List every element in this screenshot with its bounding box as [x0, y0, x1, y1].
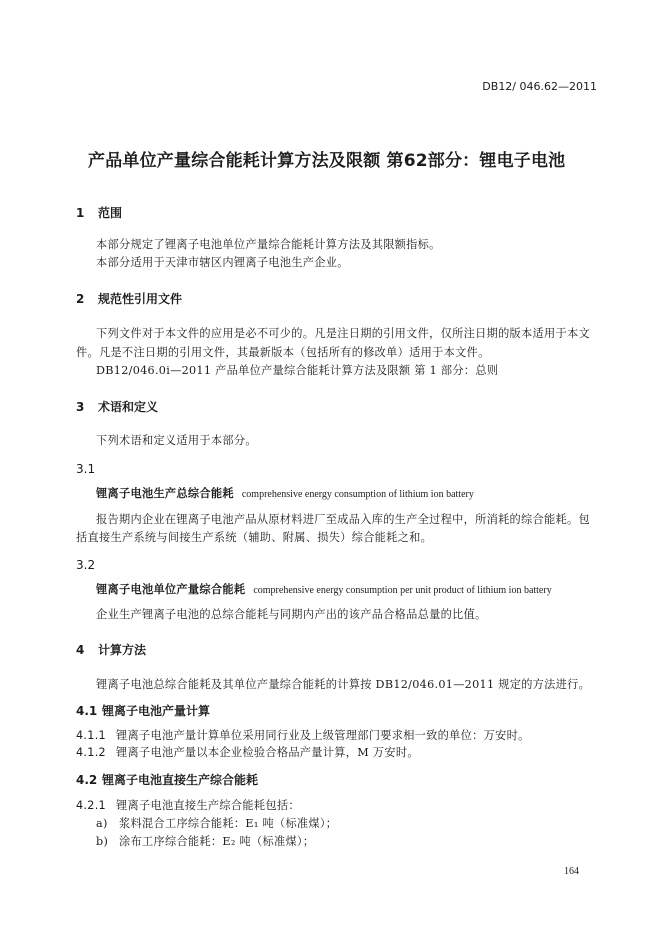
subsection-4-2-heading	[76, 771, 258, 788]
subsection-4-1-heading	[76, 702, 210, 719]
section-number: 4.2	[76, 773, 98, 787]
clause-number: 4.1.2	[76, 746, 106, 759]
definition: 报告期内企业在锂离子电池产品从原材料进厂至成品入库的生产全过程中，所消耗的综合能耗。包	[96, 513, 590, 526]
section-number: 2	[76, 292, 85, 306]
definition: 企业生产锂离子电池的总综合能耗与同期内产出的该产品合格品总量的比值。	[96, 608, 487, 621]
term-cn: 锂离子电池生产总综合能耗	[96, 487, 234, 500]
document-title: 产品单位产量综合能耗计算方法及限额 第62部分：锂电子电池	[88, 151, 566, 171]
document-code: DB12/ 046.62—2011	[482, 80, 597, 93]
section-1-heading	[76, 204, 122, 221]
section-title: 规范性引用文件	[98, 292, 183, 306]
clause-number: 4.1.1	[76, 729, 106, 742]
paragraph: 本部分适用于天津市辖区内锂离子电池生产企业。	[96, 256, 349, 269]
list-text: 浆料混合工序综合能耗：E₁ 吨（标准煤）；	[119, 817, 338, 830]
section-number: 4	[76, 643, 85, 657]
clause-text: 锂离子电池产量计算单位采用同行业及上级管理部门要求相一致的单位：万安时。	[116, 729, 530, 742]
list-item-b	[96, 833, 314, 849]
section-title: 计算方法	[98, 643, 147, 657]
term-cn: 锂离子电池单位产量综合能耗	[96, 583, 246, 596]
clause-4-2-1	[76, 797, 300, 813]
list-item-a	[96, 815, 337, 831]
paragraph: 下列文件对于本文件的应用是必不可少的。凡是注日期的引用文件，仅所注日期的版本适用于本文	[96, 327, 590, 340]
term-3-1	[96, 485, 474, 501]
section-4-heading	[76, 641, 146, 658]
section-title: 锂离子电池直接生产综合能耗	[102, 773, 259, 787]
section-number: 4.1	[76, 704, 98, 718]
list-label: a)	[96, 817, 108, 830]
page-number: 164	[564, 866, 579, 877]
list-label: b)	[96, 835, 109, 848]
section-title: 术语和定义	[98, 400, 159, 414]
section-number: 1	[76, 206, 85, 220]
clause-4-1-2	[76, 744, 419, 760]
term-number: 3.2	[76, 558, 96, 572]
clause-number: 4.2.1	[76, 799, 106, 812]
section-title: 范围	[98, 206, 123, 220]
definition: 括直接生产系统与间接生产系统（辅助、附属、损失）综合能耗之和。	[76, 531, 433, 544]
paragraph: 本部分规定了锂离子电池单位产量综合能耗计算方法及其限额指标。	[96, 238, 441, 251]
clause-text: 锂离子电池直接生产综合能耗包括：	[116, 799, 300, 812]
term-en: comprehensive energy consumption per unit product of lithium ion battery	[253, 585, 552, 596]
paragraph: 件。凡是不注日期的引用文件，其最新版本（包括所有的修改单）适用于本文件。	[76, 346, 490, 359]
section-title: 锂离子电池产量计算	[102, 704, 211, 718]
section-3-heading	[76, 398, 158, 415]
paragraph: 锂离子电池总综合能耗及其单位产量综合能耗的计算按 DB12/046.01—2011 规定的方法进行。	[96, 678, 591, 691]
section-number: 3	[76, 400, 85, 414]
section-2-heading	[76, 290, 182, 307]
term-en: comprehensive energy consumption of lithium ion battery	[241, 489, 474, 500]
clause-4-1-1	[76, 727, 530, 743]
term-number: 3.1	[76, 462, 96, 476]
clause-text: 锂离子电池产量以本企业检验合格品产量计算，M 万安时。	[116, 746, 419, 759]
reference-item: DB12/046.0i—2011 产品单位产量综合能耗计算方法及限额 第 1 部分：总则	[96, 364, 499, 377]
term-3-2	[96, 581, 552, 597]
list-text: 涂布工序综合能耗：E₂ 吨（标准煤）；	[119, 835, 315, 848]
paragraph: 下列术语和定义适用于本部分。	[96, 434, 257, 447]
